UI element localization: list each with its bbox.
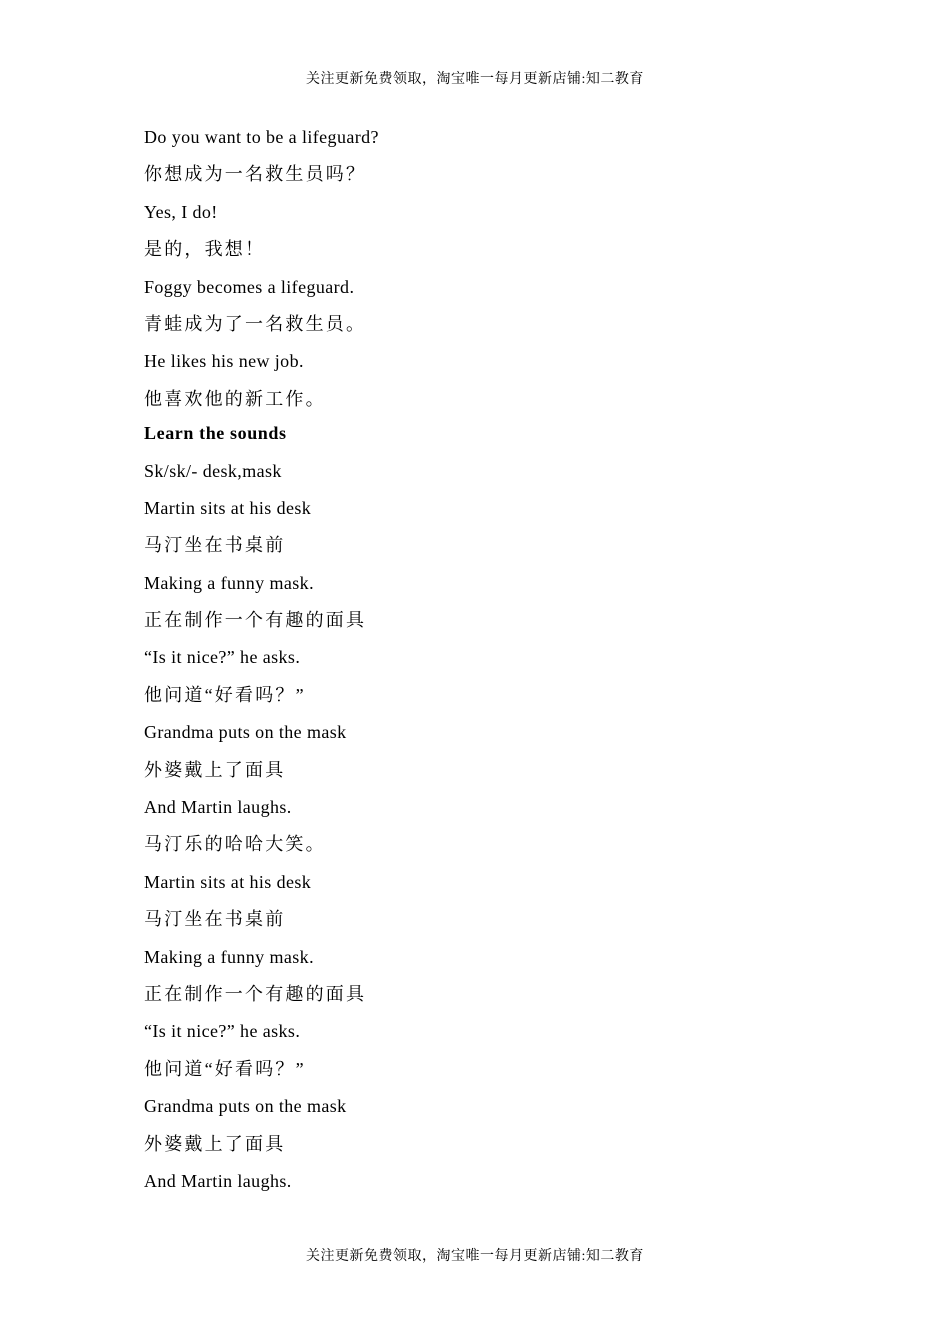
text-line: 正在制作一个有趣的面具 xyxy=(144,610,367,631)
text-line: 马汀坐在书桌前 xyxy=(144,535,286,556)
text-line: Making a funny mask. xyxy=(144,572,314,593)
text-line: 正在制作一个有趣的面具 xyxy=(144,983,367,1004)
text-line: Grandma puts on the mask xyxy=(144,1096,347,1117)
document-body xyxy=(144,125,824,1206)
text-line: He likes his new job. xyxy=(144,351,304,372)
text-line: “Is it nice?” he asks. xyxy=(144,1021,301,1042)
text-line: 外婆戴上了面具 xyxy=(144,1133,286,1154)
text-line: 马汀乐的哈哈大笑。 xyxy=(144,834,326,855)
section-heading: Learn the sounds xyxy=(144,423,287,444)
text-line: Martin sits at his desk xyxy=(144,497,312,518)
text-line: 你想成为一名救生员吗？ xyxy=(144,164,367,185)
text-line: Martin sits at his desk xyxy=(144,871,312,892)
text-line: 外婆戴上了面具 xyxy=(144,759,286,780)
text-line: Sk/sk/- desk,mask xyxy=(144,460,282,481)
text-line: And Martin laughs. xyxy=(144,1170,292,1191)
text-line: “Is it nice?” he asks. xyxy=(144,647,301,668)
page-header: 关注更新免费领取，淘宝唯一每月更新店铺:知二教育 xyxy=(306,72,644,87)
text-line: Yes, I do! xyxy=(144,201,218,222)
text-line: Foggy becomes a lifeguard. xyxy=(144,276,355,297)
text-line: 他喜欢他的新工作。 xyxy=(144,388,326,409)
text-line: 他问道“好看吗？” xyxy=(144,1058,306,1079)
page-footer: 关注更新免费领取，淘宝唯一每月更新店铺:知二教育 xyxy=(306,1249,644,1264)
text-line: And Martin laughs. xyxy=(144,797,292,818)
text-line: 马汀坐在书桌前 xyxy=(144,909,286,930)
text-line: 他问道“好看吗？” xyxy=(144,684,306,705)
text-line: Do you want to be a lifeguard? xyxy=(144,127,379,147)
text-line: Making a funny mask. xyxy=(144,946,314,967)
text-line: 是的，我想！ xyxy=(144,239,266,260)
text-line: Grandma puts on the mask xyxy=(144,722,347,743)
text-line: 青蛙成为了一名救生员。 xyxy=(144,313,367,334)
